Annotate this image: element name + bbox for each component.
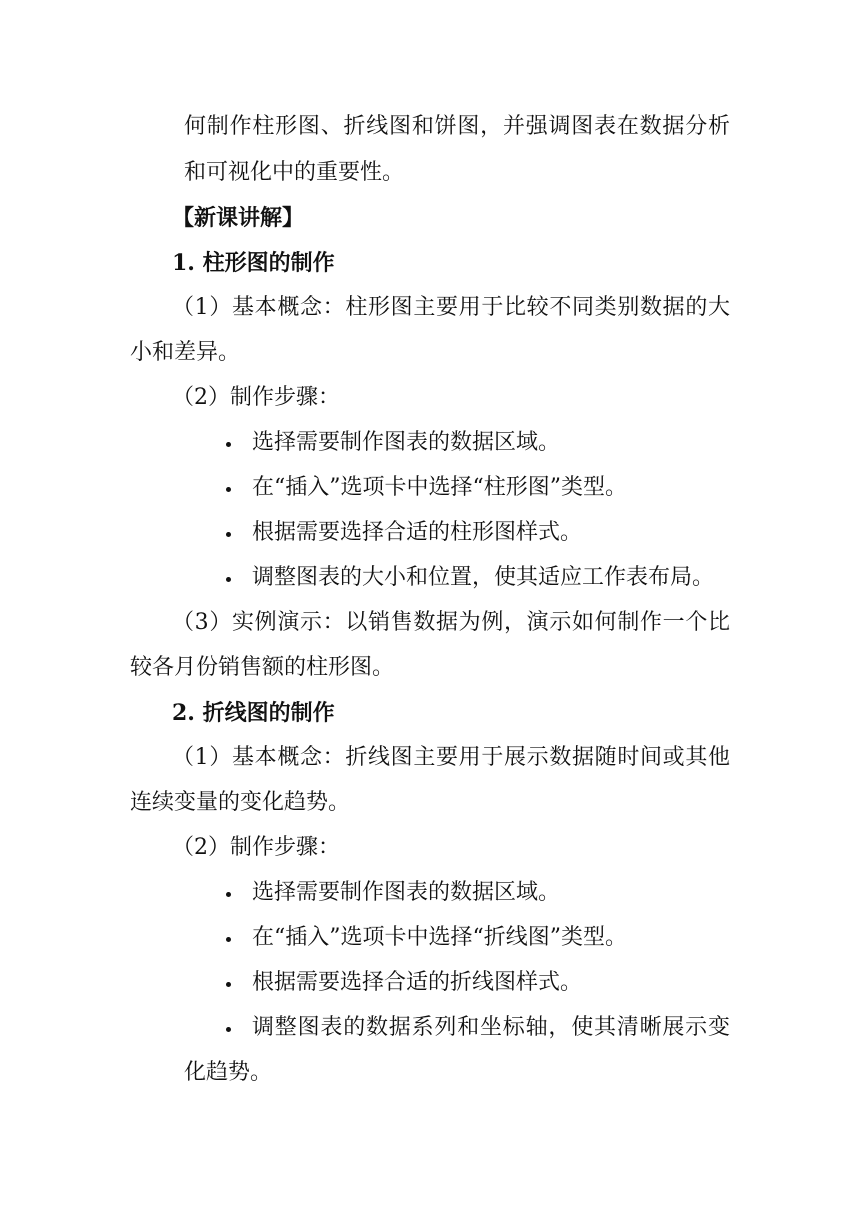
section2-steps-label: （2）制作步骤： bbox=[172, 835, 340, 860]
bullet-dot bbox=[226, 937, 231, 942]
section1-example-line-2: 较各月份销售额的柱形图。 bbox=[130, 655, 395, 680]
bullet-dot bbox=[226, 487, 231, 492]
bullet-dot bbox=[226, 442, 231, 447]
bullet-dot bbox=[226, 892, 231, 897]
section1-step-2: 在“插入”选项卡中选择“柱形图”类型。 bbox=[252, 475, 627, 500]
section1-concept-line-2: 小和差异。 bbox=[130, 340, 241, 365]
section1-step-3: 根据需要选择合适的柱形图样式。 bbox=[252, 520, 583, 545]
section1-step-4: 调整图表的大小和位置，使其适应工作表布局。 bbox=[252, 565, 715, 590]
section2-step-3: 根据需要选择合适的折线图样式。 bbox=[252, 970, 583, 995]
section-heading: 【新课讲解】 bbox=[172, 205, 305, 231]
section2-step-4-continuation: 化趋势。 bbox=[184, 1060, 273, 1085]
section2-step-2: 在“插入”选项卡中选择“折线图”类型。 bbox=[252, 925, 627, 950]
section1-concept-line-1: （1）基本概念：柱形图主要用于比较不同类别数据的大 bbox=[172, 295, 730, 320]
section2-title: 2. 折线图的制作 bbox=[172, 700, 335, 726]
bullet-dot bbox=[226, 1027, 231, 1032]
section1-steps-label: （2）制作步骤： bbox=[172, 385, 340, 410]
section2-concept-line-2: 连续变量的变化趋势。 bbox=[130, 790, 351, 815]
section2-step-4: 调整图表的数据系列和坐标轴，使其清晰展示变 bbox=[252, 1015, 730, 1040]
intro-line-1: 何制作柱形图、折线图和饼图，并强调图表在数据分析 bbox=[184, 114, 730, 139]
section2-concept-line-1: （1）基本概念：折线图主要用于展示数据随时间或其他 bbox=[172, 745, 730, 770]
bullet-dot bbox=[226, 577, 231, 582]
bullet-dot bbox=[226, 982, 231, 987]
section1-example-line-1: （3）实例演示：以销售数据为例，演示如何制作一个比 bbox=[172, 610, 730, 635]
section1-step-1: 选择需要制作图表的数据区域。 bbox=[252, 430, 561, 455]
intro-line-2: 和可视化中的重要性。 bbox=[184, 160, 405, 185]
bullet-dot bbox=[226, 532, 231, 537]
section2-step-1: 选择需要制作图表的数据区域。 bbox=[252, 880, 561, 905]
section1-title: 1. 柱形图的制作 bbox=[172, 250, 335, 276]
